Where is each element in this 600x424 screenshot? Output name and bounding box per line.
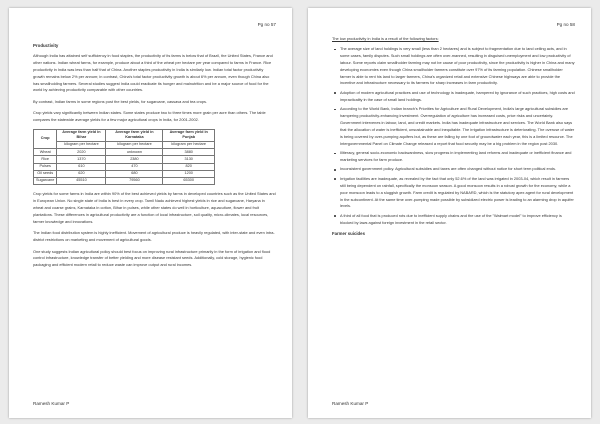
page-content bbox=[332, 36, 575, 238]
table-header-cell: Average farm yield in Punjab bbox=[163, 129, 215, 141]
factors-list bbox=[332, 46, 575, 227]
table-header-cell: Average farm yield in Karnataka bbox=[106, 129, 163, 141]
paragraph: Crop yields vary significantly between Indian states. Some states produce two to three times more grain per acre than others. The table compares the statewide average yields for a few major agricultural crops in India, for 2001-2002. bbox=[33, 110, 266, 123]
table-cell: 45510 bbox=[57, 177, 106, 184]
table-cell: Pulses bbox=[34, 163, 57, 170]
page-content bbox=[33, 43, 276, 274]
page-footer: Ramesh Kumar P bbox=[33, 401, 70, 406]
table-header-row bbox=[34, 129, 215, 141]
table-cell: 3130 bbox=[163, 156, 215, 163]
table-unit-cell: kilogram per hectare bbox=[163, 141, 215, 148]
section-heading-productivity: Productivity bbox=[33, 43, 59, 48]
table-cell: 680 bbox=[106, 170, 163, 177]
table-header-cell: Crop bbox=[34, 129, 57, 149]
table-cell: 2380 bbox=[106, 156, 163, 163]
table-cell: unknown bbox=[106, 149, 163, 156]
table-cell: 79560 bbox=[106, 177, 163, 184]
list-item: A third of all food that is produced rots due to inefficient supply chains and the use of the "Walmart model" to improve efficiency is blocked by laws against foreign investment in the retail sector. bbox=[340, 213, 575, 227]
table-header-cell: Average farm yield in Bihar bbox=[57, 129, 106, 141]
page-number: Pg no 58 bbox=[556, 22, 575, 27]
table-cell: 610 bbox=[57, 163, 106, 170]
table-unit-cell: kilogram per hectare bbox=[106, 141, 163, 148]
table-cell: 470 bbox=[106, 163, 163, 170]
table-units-row bbox=[34, 141, 215, 148]
crop-yield-table bbox=[33, 129, 215, 186]
section-heading-farmer-suicides: Farmer suicides bbox=[332, 230, 365, 236]
table-cell: 620 bbox=[57, 170, 106, 177]
table-row bbox=[34, 156, 215, 163]
paragraph: Although India has attained self sufficiency in food staples, the productivity of its farms is below that of Brazil, the United States, France and other nations. Indian wheat farms, for example, produce about a third of the wheat per hectare per year compared to farms in France. Rice productivity in India was less than half that of China. Another staples productivity in India is similarly low. Indian total factor productivity growth remains below 2% per annum; in contrast, China's total factor productivity growth is about 6% per annum, even though China also has smallholding farmers. Several studies suggest India could eradicate its hunger and malnutrition and be a major source of food for the world by achieving productivity comparable with other countries. bbox=[33, 52, 273, 93]
table-cell: Sugarcane bbox=[34, 177, 57, 184]
table-row bbox=[34, 149, 215, 156]
paragraph: One study suggests Indian agricultural policy should best focus on improving rural infrastructure primarily in the form of irrigation and flood control infrastructure, knowledge transfer of better yielding and more disease resistant seeds. Additionally, cold storage, hygienic food packaging and efficient modern retail to reduce waste can improve output and rural incomes. bbox=[33, 248, 271, 268]
table-cell: 820 bbox=[163, 163, 215, 170]
document-page-left bbox=[9, 8, 292, 418]
table-cell: 65300 bbox=[163, 177, 215, 184]
table-cell: Rice bbox=[34, 156, 57, 163]
paragraph: Crop yields for some farms in India are within 90% of the best achieved yields by farms in developed countries such as the United States and in European Union. No single state of India is best in every crop. Tamil Nadu achieved highest yields in rice and sugarcane, Haryana in wheat and coarse grains, Karnataka in cotton, Bihar in pulses, while other states do well in horticulture, aquaculture, flower and fruit plantations. These differences in agricultural productivity are a function of local infrastructure, soil quality, micro-climates, local resources, farmer knowledge and innovations. bbox=[33, 191, 276, 224]
page-footer: Ramesh Kumar P bbox=[332, 401, 369, 406]
table-unit-cell: kilogram per hectare bbox=[57, 141, 106, 148]
table-cell: Oil seeds bbox=[34, 170, 57, 177]
table-row bbox=[34, 177, 215, 184]
paragraph: The Indian food distribution system is highly inefficient. Movement of agricultural produce is heavily regulated, with inter-state and even intra-district restrictions on marketing and movement of agricultural goods. bbox=[33, 230, 275, 243]
page-number: Pg no 57 bbox=[257, 22, 276, 27]
list-item: The average size of land holdings is very small (less than 2 hectares) and is subject to fragmentation due to land ceiling acts, and in some cases, family disputes. Such small holdings are often over-manned, resulting in disguised unemployment and low productivity of labour. Some reports claim smallholder farming may not be cause of poor productivity, since the productivity is higher in China and many developing economies even though China smallholder farmers constitute over 97% of its farming population. Chinese smallholder farmer is able to rent his land to larger farmers, China's organized retail and extensive Chinese highways are able to provide the incentive and infrastructure necessary to its farmers for sharp increases in farm productivity. bbox=[340, 45, 575, 86]
factors-intro: The low productivity in India is a result of the following factors: bbox=[332, 36, 439, 41]
list-item: Adoption of modern agricultural practices and use of technology is inadequate, hampered by ignorance of such practices, high costs and impracticality in the case of small land holdings. bbox=[340, 89, 575, 102]
table-row bbox=[34, 170, 215, 177]
list-item: According to the World Bank, Indian branch's Priorities for Agriculture and Rural Development, India's large agricultural subsidies are hampering productivity-enhancing investment. Overregulation of agriculture has increased costs, price risks and uncertainty. Government intervenes in labour, land, and credit markets. India has inadequate infrastructure and services. The World Bank also says that the allocation of water is inefficient, unsustainable and inequitable. The irrigation infrastructure is deteriorating. The overuse of water is being covered by over-pumping aquifers but, as these are falling by one foot of groundwater each year, this is a limited resource. The Intergovernmental Panel on Climate Change released a report that food security may be a big problem in the region post 2030. bbox=[340, 106, 575, 146]
table-cell: 1200 bbox=[163, 170, 215, 177]
table-cell: 2020 bbox=[57, 149, 106, 156]
document-page-right bbox=[308, 8, 591, 418]
table-cell: 1370 bbox=[57, 156, 106, 163]
list-item: Illiteracy, general socio-economic backwardness, slow progress in implementing land reforms and inadequate or inefficient finance and marketing services for farm produce. bbox=[340, 150, 575, 164]
paragraph: By contrast, Indian farms in some regions post the best yields, for sugarcane, cassava and tea crops. bbox=[33, 98, 208, 104]
list-item: Inconsistent government policy. Agricultural subsidies and taxes are often changed without notice for short term political ends. bbox=[340, 166, 575, 173]
table-cell: 3880 bbox=[163, 149, 215, 156]
table-row bbox=[34, 163, 215, 170]
list-item: Irrigation facilities are inadequate, as revealed by the fact that only 52.6% of the land was irrigated in 2003-04, which result in farmers still being dependent on rainfall, specifically the monsoon season. A good monsoon results in a robust growth for the economy, while a poor monsoon leads to a sluggish growth. Farm credit is regulated by NABARD, which is the statutory apex agent for rural development in the subcontinent. At the same time over-pumping made possible by subsidized electric power is leading to an alarming drop in aquifer levels. bbox=[340, 175, 574, 209]
table-cell: Wheat bbox=[34, 149, 57, 156]
